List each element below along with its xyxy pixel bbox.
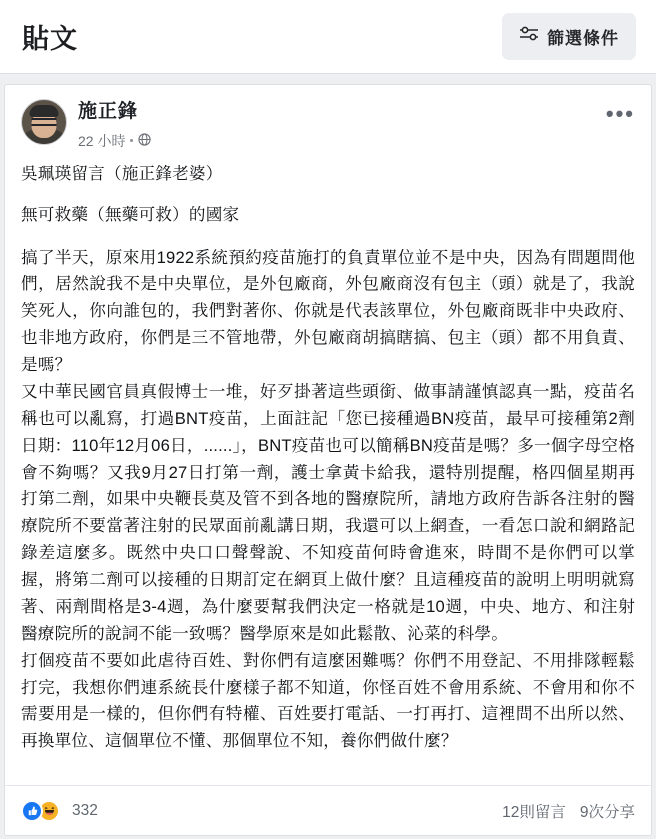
post-paragraph-3: 打個疫苗不要如此虐待百姓、對你們有這麼困難嗎？你們不用登記、不用排隊輕鬆打完，我想你們連系統長什麼樣子都不知道，你怪百姓不會用系統、不會用和你不需要用是一樣的，但你們有特權、百姓要打電話、一打再打、這裡問不出所以然、再換單位、這個單位不懂、那個單位不知，養你們做什麼？ bbox=[21, 650, 635, 751]
post-header bbox=[5, 85, 651, 155]
post-paragraph-1: 搞了半天，原來用1922系統預約疫苗施打的負責單位並不是中央，因為有問題問他們，居然說我不是中央單位，是外包廠商，外包廠商沒有包主（頭）就是了，我說笑死人，你向誰包的，我們對著你、你就是代表該單位，外包廠商既非中央政府、也非地方政府，你們是三不管地帶，外包廠商胡搞瞎搞、包主（頭）都不用負責、是嗎？ bbox=[21, 247, 635, 375]
filter-button[interactable] bbox=[502, 13, 636, 60]
sliders-icon bbox=[519, 26, 539, 47]
meta-separator-dot bbox=[130, 139, 133, 142]
comments-count[interactable]: 12則留言 bbox=[502, 803, 566, 821]
reaction-icons bbox=[21, 800, 60, 822]
reactions-summary[interactable] bbox=[21, 800, 98, 822]
post-text bbox=[5, 155, 651, 755]
avatar[interactable] bbox=[21, 99, 67, 145]
post-timestamp[interactable]: 22 小時 bbox=[78, 132, 126, 149]
shares-count[interactable]: 9次分享 bbox=[579, 803, 635, 821]
post-lead-1: 吳珮瑛留言（施正鋒老婆） bbox=[21, 163, 223, 183]
page-title: 貼文 bbox=[22, 24, 78, 54]
author-name[interactable]: 施正鋒 bbox=[78, 101, 139, 122]
like-thumb-icon bbox=[21, 800, 43, 822]
post-card bbox=[4, 84, 652, 836]
globe-icon bbox=[138, 133, 151, 149]
post-paragraph-2: 又中華民國官員真假博士一堆，好歹掛著這些頭銜、做事請謹慎認真一點，疫苗名稱也可以亂寫，打過BNT疫苗，上面註記「您已接種過BN疫苗，最早可接種第2劑日期：110年12月06日，......」，BNT疫苗也可以簡稱BN疫苗是嗎？多一個字母空格會不夠嗎？又我9月27日打第一劑，護士拿黃卡給我，還特別提醒，格四個星期再打第二劑，如果中央鞭長莫及管不到各地的醫療院所，請地方政府告訴各注射的醫療院所不要當著注射的民眾面前亂講日期，我還可以上網查，一看怎口說和網路記錄差這麼多。既然中央口口聲聲說、不知疫苗何時會進來，時間不是你們可以掌握，將第二劑可以接種的日期訂定在網頁上做什麼？且這種疫苗的說明上明明就寫著、兩劑間格是3-4週，為什麼要幫我們決定一格就是10週，中央、地方、和注射醫療院所的說詞不能一致嗎？醫學原來是如此鬆散、沁菜的科學。 bbox=[21, 381, 635, 643]
avatar-hair bbox=[30, 105, 59, 117]
reaction-count: 332 bbox=[72, 801, 98, 819]
post-lead-2: 無可救藥（無藥可救）的國家 bbox=[21, 204, 240, 224]
top-bar bbox=[0, 0, 656, 74]
engagement-counts bbox=[502, 800, 635, 822]
more-options-icon[interactable]: ••• bbox=[605, 101, 635, 126]
author-block bbox=[78, 99, 606, 151]
post-footer bbox=[5, 785, 651, 835]
post-meta bbox=[78, 131, 606, 151]
filter-button-label: 篩選條件 bbox=[547, 29, 619, 48]
avatar-glasses bbox=[32, 118, 57, 126]
